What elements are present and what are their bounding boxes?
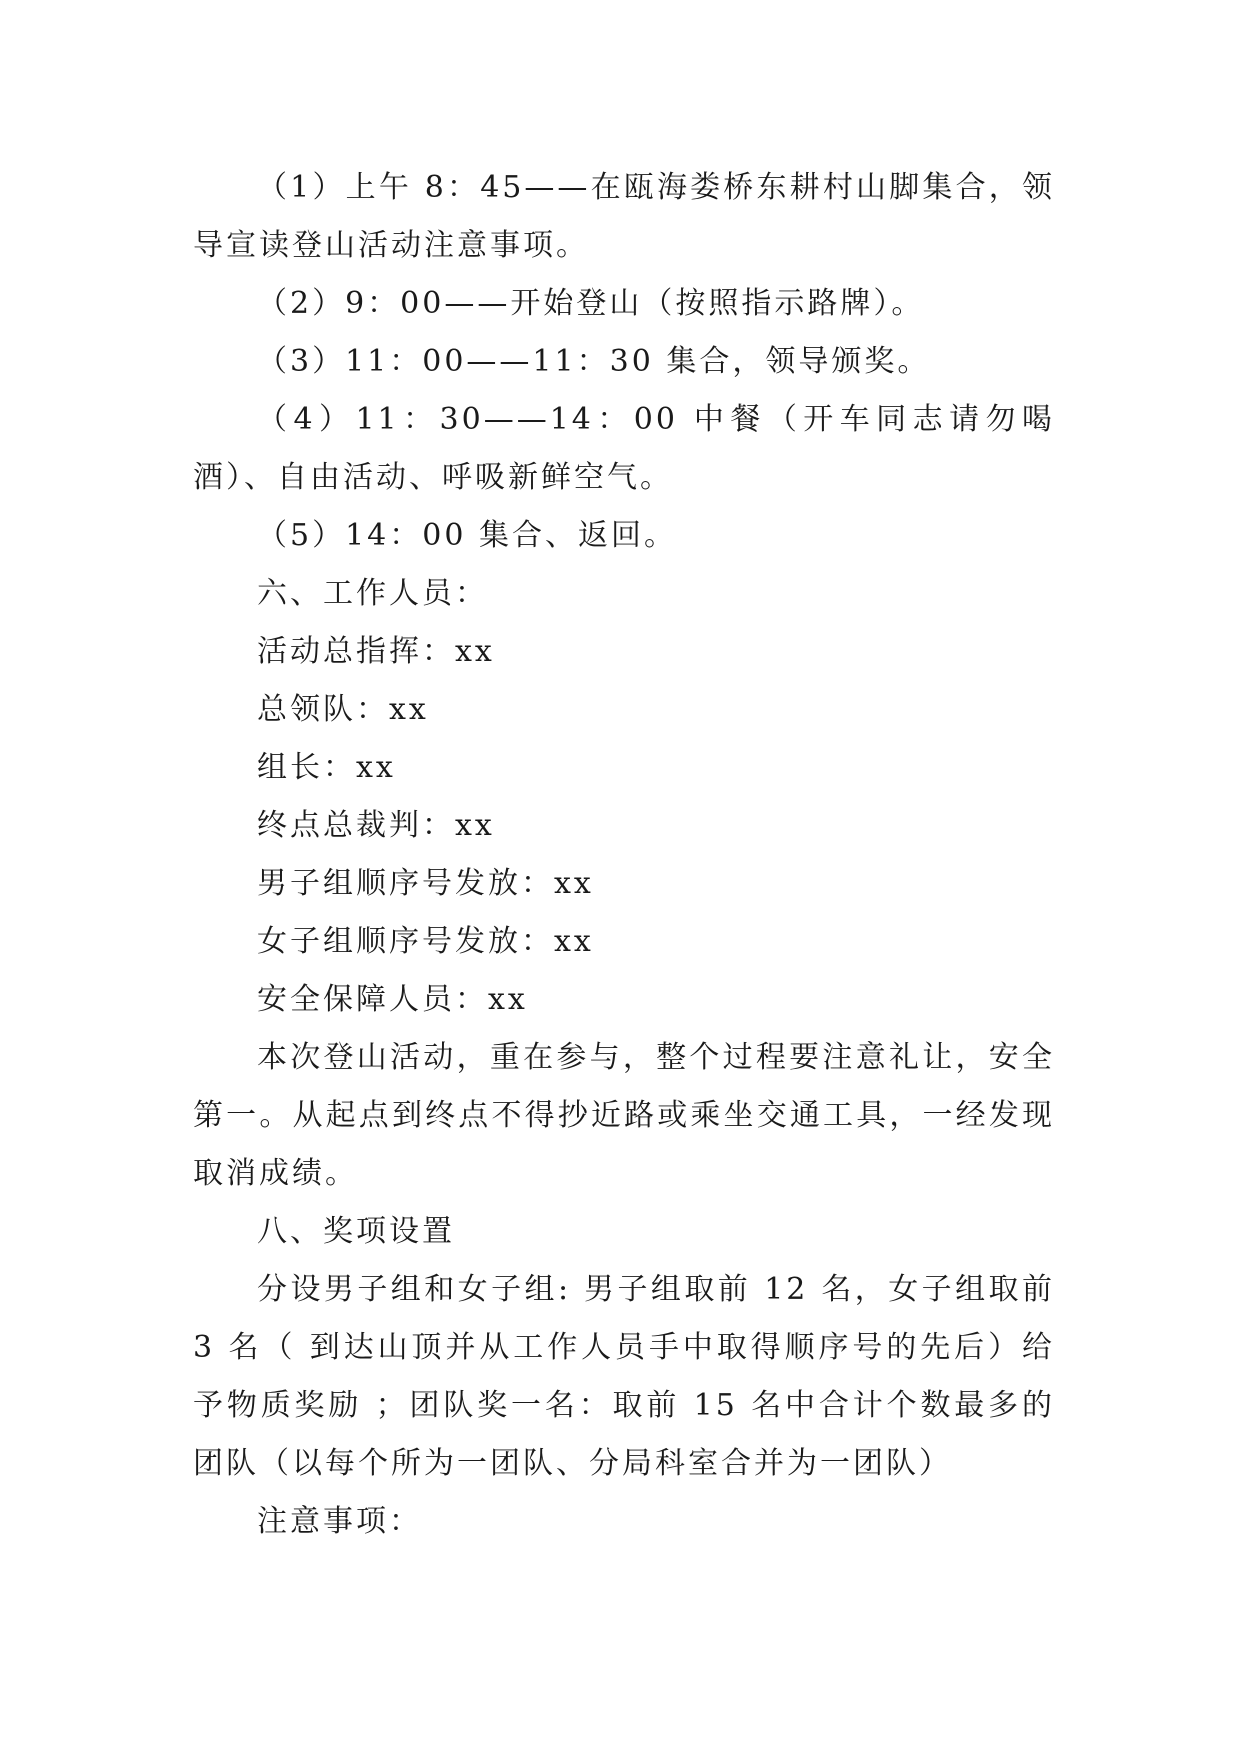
staff-leader: 总领队：xx [257,692,429,727]
document-body [193,159,1055,1551]
staff-safety: 安全保障人员：xx [257,982,528,1017]
staff-women-number: 女子组顺序号发放：xx [257,924,594,959]
section-heading-awards: 八、奖项设置 [257,1214,455,1249]
awards-paragraph: 分设男子组和女子组: 男子组取前 12 名，女子组取前 3 名（ 到达山顶并从工作人员手中取得顺序号的先后）给予物质奖励 ；团队奖一名：取前 15 名中合计个数最多的团队（以每个所为一团队、分局科室合并为一团队） [193,1272,1055,1481]
schedule-item-2: （2）9：00——开始登山（按照指示路牌）。 [257,286,925,321]
schedule-item-5: （5）14：00 集合、返回。 [257,518,677,553]
section-heading-staff: 六、工作人员： [257,576,488,611]
staff-men-number: 男子组顺序号发放：xx [257,866,594,901]
rules-paragraph: 本次登山活动，重在参与，整个过程要注意礼让，安全第一。从起点到终点不得抄近路或乘坐交通工具，一经发现取消成绩。 [193,1040,1055,1191]
section-heading-notes: 注意事项： [257,1504,422,1539]
staff-referee: 终点总裁判：xx [257,808,495,843]
schedule-item-3: （3）11：00——11：30 集合，领导颁奖。 [257,344,931,379]
schedule-item-1: （1）上午 8：45——在瓯海娄桥东耕村山脚集合，领导宣读登山活动注意事项。 [193,170,1055,263]
staff-group-leader: 组长：xx [257,750,396,785]
schedule-item-4: （4）11：30——14：00 中餐（开车同志请勿喝酒）、自由活动、呼吸新鲜空气。 [193,402,1055,495]
staff-commander: 活动总指挥：xx [257,634,495,669]
